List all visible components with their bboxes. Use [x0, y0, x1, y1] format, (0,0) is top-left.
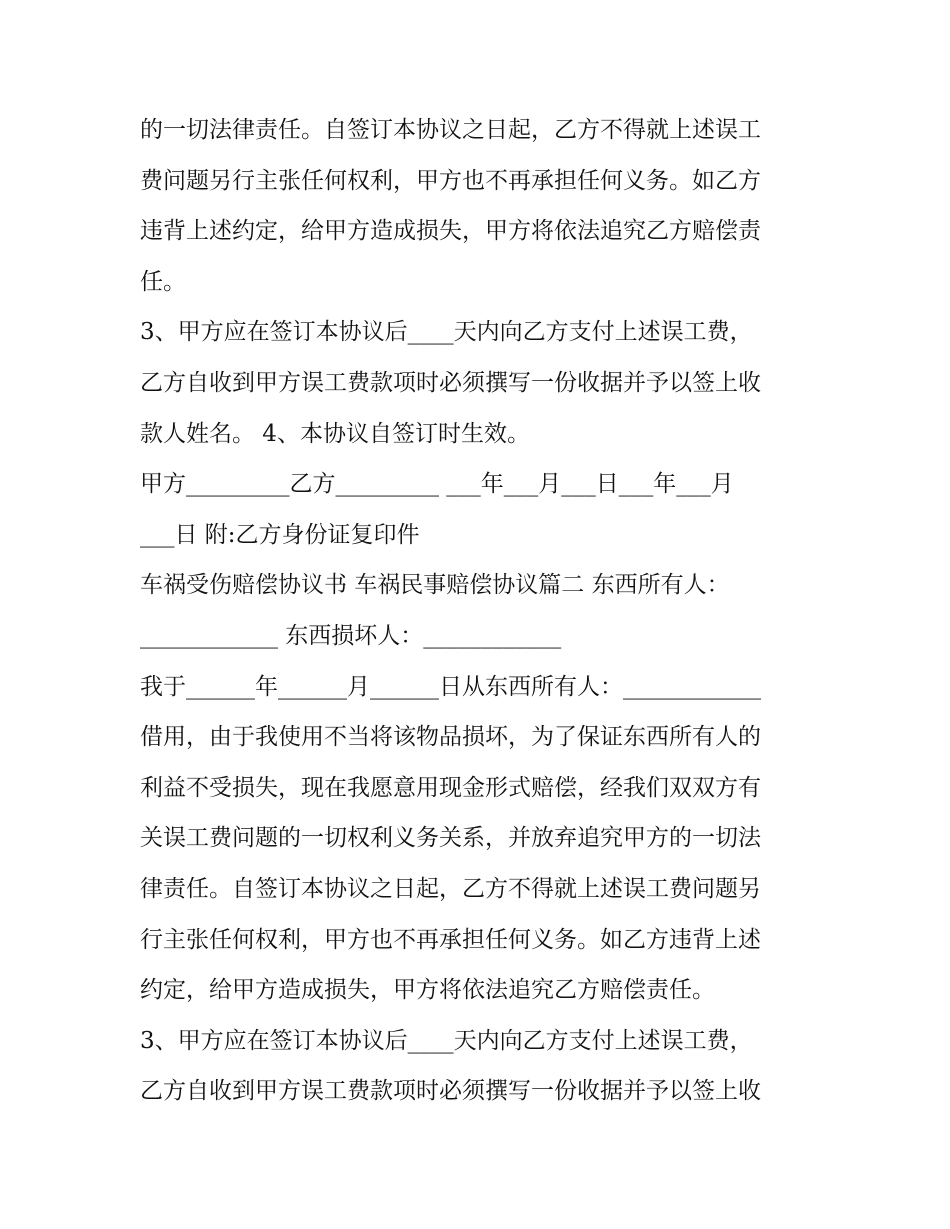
text-line: 违背上述约定，给甲方造成损失，甲方将依法追究乙方赔偿责 [140, 218, 761, 245]
clause-3-line: 3、甲方应在签订本协议后____天内向乙方支付上述误工费， [140, 319, 753, 346]
text-line: 我于______年______月______日从东西所有人：____________ [140, 673, 761, 700]
text-line: 费问题另行主张任何权利，甲方也不再承担任何义务。如乙方 [140, 167, 761, 194]
text-line: 律责任。自签订本协议之日起，乙方不得就上述误工费问题另 [140, 875, 761, 902]
text-line: 借用，由于我使用不当将该物品损坏，为了保证东西所有人的 [140, 724, 761, 751]
signature-line: 甲方_________乙方_________ ___年___月___日___年___月 [140, 471, 734, 498]
document-body [140, 105, 820, 1117]
text-line: 乙方自收到甲方误工费款项时必须撰写一份收据并予以签上收 [140, 1078, 761, 1105]
text-line: 乙方自收到甲方误工费款项时必须撰写一份收据并予以签上收 [140, 369, 761, 396]
text-line: 关误工费问题的一切权利义务关系，并放弃追究甲方的一切法 [140, 825, 761, 852]
text-line: 行主张任何权利，甲方也不再承担任何义务。如乙方违背上述 [140, 926, 761, 953]
section-heading: 车祸受伤赔偿协议书 车祸民事赔偿协议篇二 东西所有人： [140, 572, 730, 599]
attachment-line: ___日 附:乙方身份证复印件 [140, 521, 420, 548]
text-line: 的一切法律责任。自签订本协议之日起，乙方不得就上述误工 [140, 117, 761, 143]
text-line: 利益不受损失，现在我愿意用现金形式赔偿，经我们双双方有 [140, 774, 761, 801]
text-line: 款人姓名。 4、本协议自签订时生效。 [140, 420, 530, 447]
text-line: 约定，给甲方造成损失，甲方将依法追究乙方赔偿责任。 [140, 977, 715, 1004]
clause-3-line: 3、甲方应在签订本协议后____天内向乙方支付上述误工费， [140, 1027, 753, 1054]
text-line: ____________ 东西损坏人：____________ [140, 622, 562, 649]
text-line: 任。 [140, 268, 186, 295]
